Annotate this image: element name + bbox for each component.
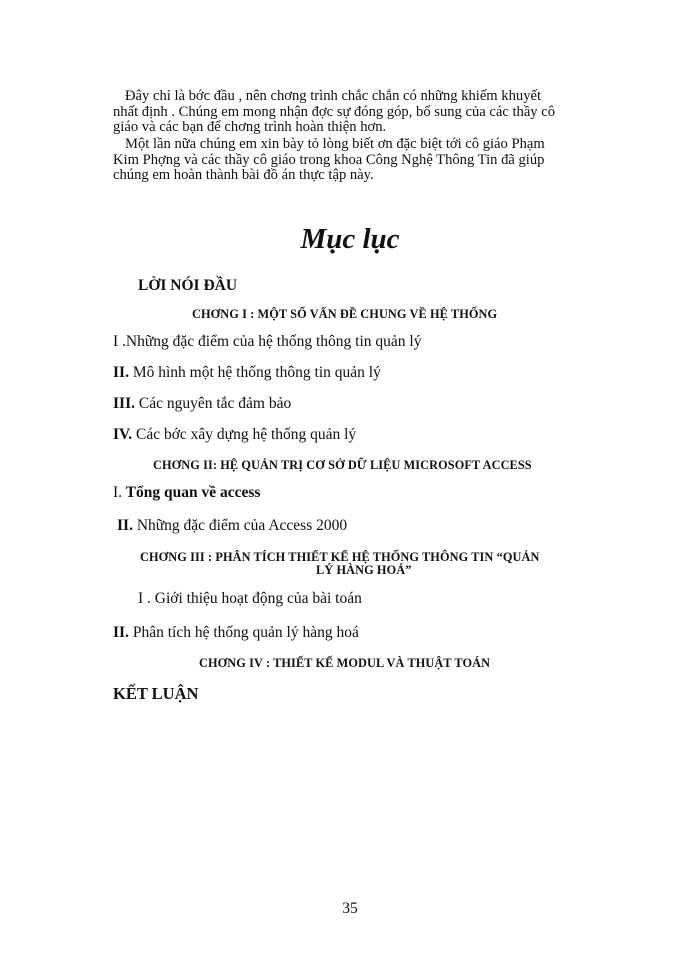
toc-c3-item-1: I . Giới thiệu hoạt động của bài toán bbox=[138, 590, 362, 607]
toc-conclusion: KẾT LUẬN bbox=[113, 684, 199, 703]
intro-paragraph bbox=[113, 89, 621, 136]
toc-c1-item-1 bbox=[113, 333, 421, 351]
toc-c1-item-1-text: .Những đặc điểm của hệ thống thông tin quản lý bbox=[118, 333, 422, 350]
toc-c2-item-1 bbox=[113, 484, 260, 502]
toc-chapter-2: CHƠNG II: HỆ QUẢN TRỊ CƠ SỞ DỮ LIỆU MICROSOFT ACCESS bbox=[153, 458, 532, 472]
thanks-line-1: Một lần nữa chúng em xin bày tỏ lòng biết ơn đặc biệt tới cô giáo Phạm bbox=[125, 136, 545, 152]
page-number: 35 bbox=[342, 900, 358, 917]
toc-c1-item-3-number: III. bbox=[113, 395, 135, 412]
toc-c3-item-2-number: II. bbox=[113, 624, 129, 641]
toc-c1-item-2 bbox=[113, 364, 381, 382]
toc-c2-item-2-number: II. bbox=[117, 517, 133, 534]
toc-c2-item-2-text: Những đặc điểm của Access 2000 bbox=[132, 517, 348, 534]
toc-chapter-3-line-1: CHƠNG III : PHÂN TÍCH THIẾT KẾ HỆ THỐNG THÔNG TIN “QUẢN bbox=[140, 550, 540, 564]
intro-line-2: nhất định . Chúng em mong nhận đợc sự đóng góp, bổ sung của các thầy cô bbox=[113, 103, 556, 120]
toc-c1-item-4-text: Các bớc xây dựng hệ thống quản lý bbox=[132, 426, 357, 443]
toc-c1-item-1-number: I bbox=[113, 333, 119, 350]
intro-line-3: giáo và các bạn để chơng trình hoàn thiện hơn. bbox=[113, 119, 387, 136]
toc-chapter-4: CHƠNG IV : THIẾT KẾ MODUL VÀ THUẬT TOÁN bbox=[199, 656, 491, 670]
toc-chapter-1: CHƠNG I : MỘT SỐ VẤN ĐỀ CHUNG VỀ HỆ THỐNG bbox=[192, 307, 498, 321]
toc-chapter-3-line-2: LÝ HÀNG HOÁ” bbox=[316, 563, 412, 577]
toc-title: Mục lục bbox=[300, 223, 400, 255]
thanks-line-3: chúng em hoàn thành bài đồ án thực tập này. bbox=[113, 167, 374, 184]
intro-line-1: Đây chỉ là bớc đầu , nên chơng trình chắc chắn có những khiếm khuyết bbox=[125, 88, 542, 104]
toc-c1-item-3-text: Các nguyên tắc đảm bảo bbox=[134, 395, 292, 412]
toc-c2-item-1-number: I. bbox=[113, 484, 123, 501]
thanks-line-2: Kim Phợng và các thầy cô giáo trong khoa Công Nghệ Thông Tin đã giúp bbox=[113, 151, 545, 168]
toc-c1-item-3 bbox=[113, 395, 291, 413]
toc-c2-item-2 bbox=[117, 517, 347, 535]
toc-preface: LỜI NÓI ĐẦU bbox=[138, 277, 238, 294]
toc-c1-item-2-number: II. bbox=[113, 364, 129, 381]
toc-c1-item-4-number: IV. bbox=[113, 426, 133, 443]
toc-c3-item-2-text: Phân tích hệ thống quản lý hàng hoá bbox=[128, 624, 359, 641]
toc-c1-item-2-text: Mô hình một hệ thống thông tin quản lý bbox=[128, 364, 381, 381]
toc-c2-item-1-text: Tổng quan về access bbox=[122, 484, 261, 501]
toc-c1-item-4 bbox=[113, 426, 356, 444]
toc-c3-item-2 bbox=[113, 624, 359, 642]
thanks-paragraph bbox=[113, 137, 621, 184]
